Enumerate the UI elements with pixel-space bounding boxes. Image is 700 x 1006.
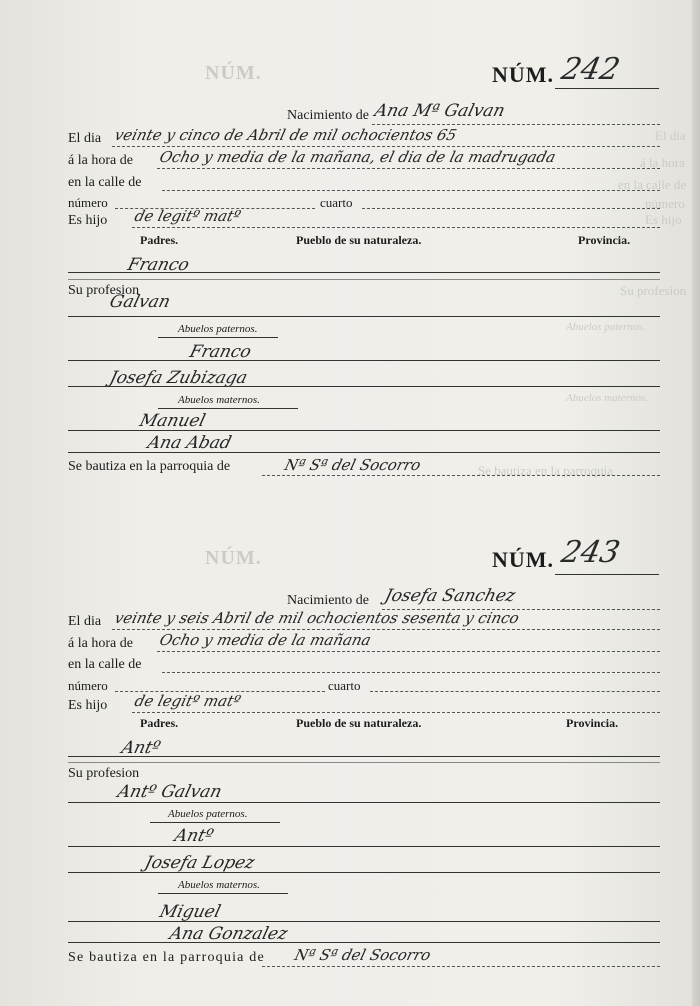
nacimiento-value: Ana Mª Galvan [372, 101, 507, 121]
abuelos-paternos-label: Abuelos paternos. [168, 808, 248, 820]
hora-value: Ocho y media de la mañana, el dia de la madrugada [157, 148, 558, 166]
provincia-header: Provincia. [578, 233, 631, 247]
abuelo-materno-2: Ana Gonzalez [167, 924, 290, 944]
numero-label: número [68, 195, 108, 210]
abuelo-paterno-2: Josefa Lopez [142, 853, 257, 873]
profesion-value: Antº Galvan [115, 782, 224, 802]
abuelo-materno-1: Manuel [137, 411, 208, 431]
ghost-numero: número [645, 196, 685, 211]
ghost-hijo: Es hijo [645, 212, 682, 227]
hijo-value: de legitº matº [132, 207, 243, 225]
abuelo-paterno-1: Franco [187, 342, 254, 362]
record-number-value: 242 [558, 52, 623, 87]
el-dia-value: veinte y seis Abril de mil ochocientos sesenta y cinco [112, 609, 522, 627]
ghost-num-bottom: NÚM. [205, 547, 262, 569]
padre-value: Franco [125, 255, 192, 275]
padres-header: Padres. [140, 233, 179, 247]
ghost-el-dia: El dia [655, 128, 686, 143]
profesion-value: Galvan [107, 292, 173, 312]
abuelo-materno-1: Miguel [157, 902, 223, 922]
abuelo-paterno-1: Antº [172, 826, 216, 846]
abuelos-maternos-label: Abuelos maternos. [178, 879, 260, 891]
page-spine [692, 0, 700, 1006]
hora-value: Ocho y media de la mañana [157, 631, 373, 649]
cuarto-label: cuarto [328, 678, 361, 693]
calle-label: en la calle de [68, 175, 142, 190]
ghost-num-top: NÚM. [205, 62, 262, 84]
bautiza-label: Se bautiza en la parroquia de [68, 459, 231, 474]
provincia-header: Provincia. [566, 716, 619, 730]
nacimiento-label: Nacimiento de [287, 593, 370, 608]
hora-label: á la hora de [68, 636, 133, 651]
ghost-paternos: Abuelos paternos. [566, 321, 646, 333]
record-number-label: NÚM. [492, 62, 555, 87]
abuelos-paternos-label: Abuelos paternos. [178, 323, 258, 335]
parroquia-value: Nª Sª del Socorro [292, 946, 433, 964]
cuarto-label: cuarto [320, 195, 353, 210]
abuelos-maternos-label: Abuelos maternos. [178, 394, 260, 406]
hora-label: á la hora de [68, 153, 133, 168]
calle-label: en la calle de [68, 657, 142, 672]
nacimiento-value: Josefa Sanchez [382, 586, 518, 606]
ghost-profesion: Su profesion [620, 283, 687, 298]
numero-label: número [68, 678, 108, 693]
padre-value: Antº [119, 738, 163, 758]
el-dia-value: veinte y cinco de Abril de mil ochocientos 65 [112, 126, 459, 144]
hijo-label: Es hijo [68, 213, 108, 228]
ghost-maternos: Abuelos maternos. [566, 392, 648, 404]
nacimiento-label: Nacimiento de [287, 108, 370, 123]
pueblo-header: Pueblo de su naturaleza. [296, 716, 422, 730]
record-number-value: 243 [558, 535, 623, 570]
record-number-label: NÚM. [492, 547, 555, 572]
abuelo-materno-2: Ana Abad [145, 433, 234, 453]
pueblo-header: Pueblo de su naturaleza. [296, 233, 422, 247]
abuelo-paterno-2: Josefa Zubizaga [107, 368, 250, 388]
bautiza-label: Se bautiza en la parroquia de [68, 950, 265, 965]
el-dia-label: El dia [68, 131, 102, 146]
hijo-label: Es hijo [68, 698, 108, 713]
parroquia-value: Nª Sª del Socorro [282, 456, 423, 474]
ghost-hora: á la hora [640, 155, 685, 170]
hijo-value: de legitº matº [132, 692, 243, 710]
el-dia-label: El dia [68, 614, 102, 629]
profesion-label: Su profesion [68, 766, 140, 781]
padres-header: Padres. [140, 716, 179, 730]
ghost-bautiza: Se bautiza en la parroquia [478, 463, 613, 478]
ghost-calle: en la calle de [618, 177, 687, 192]
profesion-label: Su profesion [68, 283, 140, 298]
